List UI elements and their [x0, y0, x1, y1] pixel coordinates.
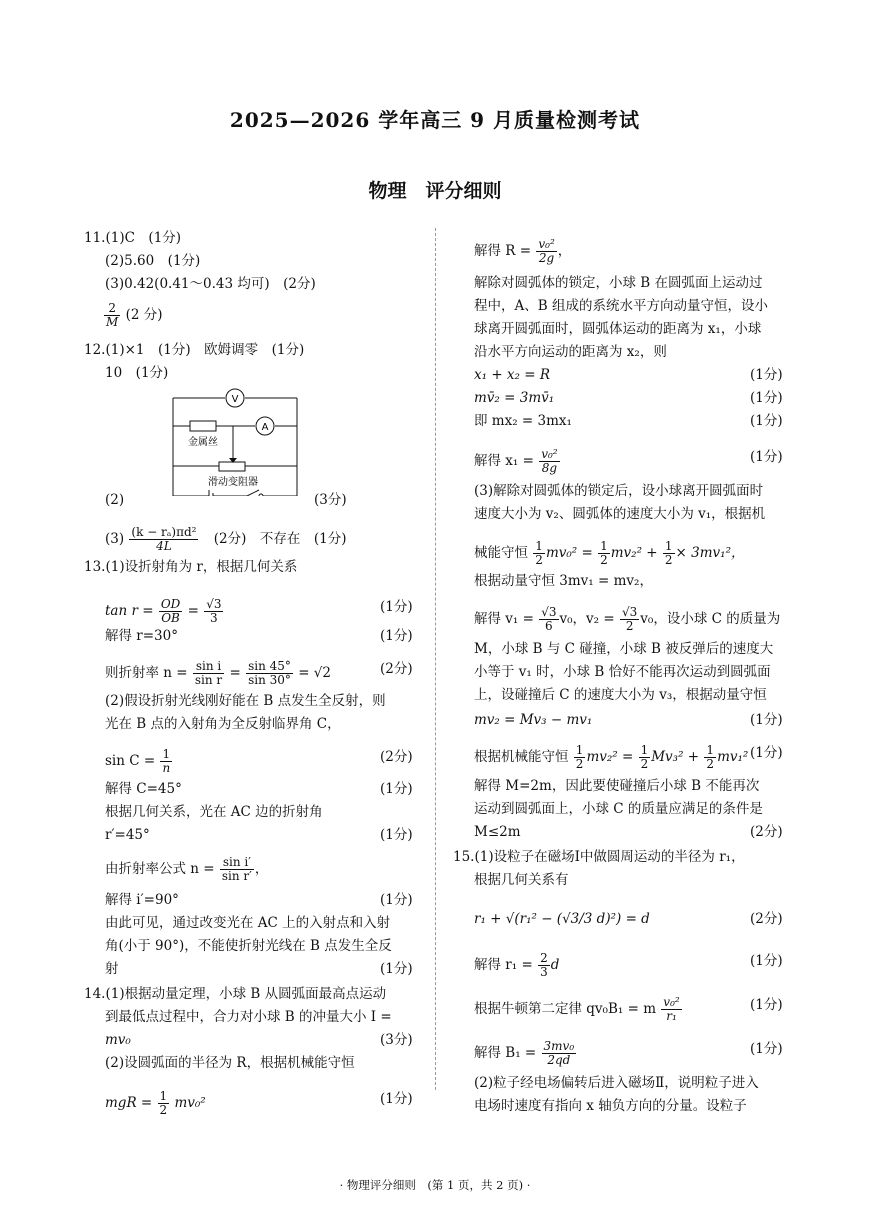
- answer-line: x₁ + x₂ = R: [474, 367, 551, 383]
- score: (1分): [750, 413, 783, 429]
- answer-line: 角(小于 90°)，不能使折射光线在 B 点发生全反: [105, 938, 392, 954]
- fraction: $\frac{2}{M}$: [106, 301, 119, 329]
- answer-line: mv₂ = Mv₃ − mv₁: [474, 712, 593, 728]
- answer-line: 解得 r₁ = $\frac{2}{3}$ d: [474, 951, 560, 979]
- fraction: $\frac{\sin 45^\circ}{\sin 30^\circ}$: [248, 659, 291, 687]
- fraction: $\frac{\text{v₀²}}{2g}$: [538, 237, 555, 265]
- score: (1分): [750, 449, 783, 465]
- answer-line: 12.(1)×1 (1分) 欧姆调零 (1分): [84, 342, 305, 358]
- score: (1分): [380, 1091, 413, 1107]
- score: (1分): [750, 953, 783, 969]
- answer-line: 即 mx₂ = 3mx₁: [474, 413, 572, 429]
- fraction: $\frac{\text{v₀²}}{\text{r₁}}$: [663, 995, 680, 1023]
- answer-line: r′=45°: [105, 827, 150, 843]
- fraction: $\frac{1}{2}$: [575, 743, 584, 771]
- answer-line: 14.(1)根据动量定理，小球 B 从圆弧面最高点运动: [84, 986, 387, 1002]
- fraction: $\frac{\text{(k − rₐ)πd²}}{4L}$: [131, 525, 197, 553]
- score: (1分): [750, 1041, 783, 1057]
- page-subtitle: 物理 评分细则: [368, 180, 502, 202]
- score: (2分): [380, 661, 413, 677]
- answer-line: 解除对圆弧体的锁定，小球 B 在圆弧面上运动过: [474, 275, 763, 291]
- answer-line: 运动到圆弧面上，小球 C 的质量应满足的条件是: [474, 801, 763, 817]
- score: (3分): [314, 492, 347, 508]
- answer-line: 射: [105, 961, 119, 977]
- answer-line: 由此可见，通过改变光在 AC 上的入射点和入射: [105, 915, 391, 931]
- answer-line: (2)5.60 (1分): [105, 253, 201, 269]
- circuit-diagram: [165, 384, 305, 496]
- fraction: $\frac{√3}{2}$: [622, 605, 638, 633]
- answer-line: 根据几何关系有: [474, 872, 569, 888]
- answer-line: mgR = $\frac{1}{2}$ mv₀²: [105, 1089, 206, 1117]
- answer-line: 解得 R = $\frac{\text{v₀²}}{2g}$ ，: [474, 237, 572, 265]
- answer-line: (3)解除对圆弧体的锁定后，设小球离开圆弧面时: [474, 483, 764, 499]
- answer-line: 根据动量守恒 3mv₁ = mv₂，: [474, 573, 653, 589]
- answer-line: 光在 B 点的入射角为全反射临界角 C，: [105, 716, 341, 732]
- answer-line: 球离开圆弧面时，圆弧体运动的距离为 x₁，小球: [474, 321, 762, 337]
- answer-line: 11.(1)C (1分): [84, 230, 182, 246]
- score: (2分): [380, 749, 413, 765]
- answer-line: (3)0.42(0.41～0.43 均可) (2分): [105, 276, 316, 292]
- score: (1分): [380, 781, 413, 797]
- answer-line: mv̄₂ = 3mv̄₁: [474, 390, 555, 406]
- score: (1分): [750, 390, 783, 406]
- answer-line: 根据牛顿第二定律 qv₀B₁ = m $\frac{\text{v₀²}}{\text{r₁}}$: [474, 995, 680, 1023]
- answer-line: 解得 B₁ = $\frac{\text{3mv₀}}{2qd}$: [474, 1039, 575, 1067]
- page-title: 2025—2026 学年高三 9 月质量检测考试: [229, 108, 641, 132]
- answer-line: M，小球 B 与 C 碰撞，小球 B 被反弹后的速度大: [474, 641, 774, 657]
- answer-line: $\frac{2}{M}$ (2 分): [106, 301, 163, 329]
- score: (1分): [750, 997, 783, 1013]
- column-divider: [435, 228, 436, 1090]
- score: (1分): [380, 599, 413, 615]
- answer-line: 根据几何关系，光在 AC 边的折射角: [105, 804, 323, 820]
- rheostat-label: 滑动变阻器: [208, 477, 258, 488]
- score: (1分): [750, 367, 783, 383]
- answer-line: 电场时速度有指向 x 轴负方向的分量。设粒子: [474, 1098, 747, 1114]
- answer-line: 由折射率公式 n = $\frac{\text{sin i′}}{\text{sin r′}}$ ，: [105, 855, 269, 883]
- answer-line: 械能守恒 $\frac{1}{2}$ mv₀² = $\frac{1}{2}$ mv₂² + $\frac{1}{2}$ × 3mv₁²，: [474, 539, 745, 567]
- score: (1分): [380, 827, 413, 843]
- score: (2分): [750, 824, 783, 840]
- fraction: $\frac{OD}{OB}$: [160, 597, 181, 625]
- answer-line: 到最低点过程中，合力对小球 B 的冲量大小 I =: [105, 1009, 392, 1025]
- answer-line: 小等于 v₁ 时，小球 B 恰好不能再次运动到圆弧面: [474, 664, 771, 680]
- answer-line: 程中，A、B 组成的系统水平方向动量守恒，设小: [474, 298, 768, 314]
- answer-line: (3) $\frac{\text{(k − rₐ)πd²}}{4L}$ (2分) 不存在 (1分): [105, 525, 347, 553]
- answer-line: sin C = $\frac{1}{n}$: [105, 747, 171, 775]
- fraction: $\frac{√3}{3}$: [206, 597, 222, 625]
- answer-line: 解得 x₁ = $\frac{\text{v₀²}}{8g}$: [474, 447, 558, 475]
- fraction: $\frac{1}{2}$: [640, 743, 649, 771]
- answer-line: 解得 C=45°: [105, 781, 182, 797]
- answer-line: 解得 i′=90°: [105, 892, 179, 908]
- ammeter-label: A: [261, 422, 269, 433]
- answer-line: (2)假设折射光线刚好能在 B 点发生全反射，则: [105, 693, 386, 709]
- answer-line: tan r = $\frac{OD}{OB}$ = $\frac{√3}{3}$: [105, 597, 222, 625]
- score: (3分): [380, 1032, 413, 1048]
- fraction: $\frac{1}{2}$: [664, 539, 673, 567]
- answer-line: 解得 M=2m，因此要使碰撞后小球 B 不能再次: [474, 778, 760, 794]
- answer-line: 沿水平方向运动的距离为 x₂，则: [474, 344, 667, 360]
- score: (1分): [750, 745, 783, 761]
- answer-line: 13.(1)设折射角为 r，根据几何关系: [84, 559, 298, 575]
- fraction: $\frac{\text{sin i′}}{\text{sin r′}}$: [221, 855, 252, 883]
- score: (1分): [380, 961, 413, 977]
- answer-line: M≤2m: [474, 824, 521, 840]
- score: (2分): [750, 911, 783, 927]
- answer-line: (2)粒子经电场偏转后进入磁场Ⅱ，说明粒子进入: [474, 1075, 759, 1091]
- page-footer: · 物理评分细则 (第 1 页，共 2 页) ·: [339, 1178, 531, 1192]
- fraction: $\frac{1}{2}$: [535, 539, 543, 567]
- wire-label: 金属丝: [188, 437, 218, 448]
- answer-line: 则折射率 n = $\frac{\text{sin i}}{\text{sin r}}$ = $\frac{\sin 45^\circ}{\sin 30^\circ}$ = √2: [105, 659, 331, 687]
- fraction: $\frac{\text{3mv₀}}{2qd}$: [543, 1039, 575, 1067]
- answer-line: 15.(1)设粒子在磁场Ⅰ中做圆周运动的半径为 r₁，: [453, 849, 745, 865]
- answer-line: mv₀: [105, 1032, 131, 1048]
- fraction: $\frac{1}{2}$: [706, 743, 715, 771]
- voltmeter-label: V: [231, 394, 239, 405]
- answer-line: 解得 v₁ = $\frac{√3}{6}$ v₀，v₂ = $\frac{√3}{2}$ v₀，设小球 C 的质量为: [474, 605, 781, 633]
- answer-line: (2): [105, 492, 125, 508]
- score: (1分): [380, 628, 413, 644]
- answer-line: 解得 r=30°: [105, 628, 178, 644]
- answer-line: r₁ + √(r₁² − (√3/3 d)²) = d: [474, 911, 650, 927]
- answer-line: 根据机械能守恒 $\frac{1}{2}$ mv₂² = $\frac{1}{2}$ Mv₃² + $\frac{1}{2}$ mv₁²: [474, 743, 749, 771]
- fraction: $\frac{\text{v₀²}}{8g}$: [541, 447, 558, 475]
- fraction: $\frac{2}{3}$: [540, 951, 548, 979]
- score: (1分): [380, 892, 413, 908]
- fraction: $\frac{\text{sin i}}{\text{sin r}}$: [194, 659, 223, 687]
- fraction: $\frac{√3}{6}$: [541, 605, 557, 633]
- answer-line: 10 (1分): [105, 365, 169, 381]
- fraction: $\frac{1}{2}$: [159, 1089, 168, 1117]
- answer-line: 上，设碰撞后 C 的速度大小为 v₃，根据动量守恒: [474, 687, 767, 703]
- fraction: $\frac{1}{2}$: [600, 539, 608, 567]
- answer-line: (2)设圆弧面的半径为 R，根据机械能守恒: [105, 1055, 355, 1071]
- score: (1分): [750, 712, 783, 728]
- fraction: $\frac{1}{n}$: [162, 747, 171, 775]
- answer-line: 速度大小为 v₂、圆弧体的速度大小为 v₁，根据机: [474, 506, 766, 522]
